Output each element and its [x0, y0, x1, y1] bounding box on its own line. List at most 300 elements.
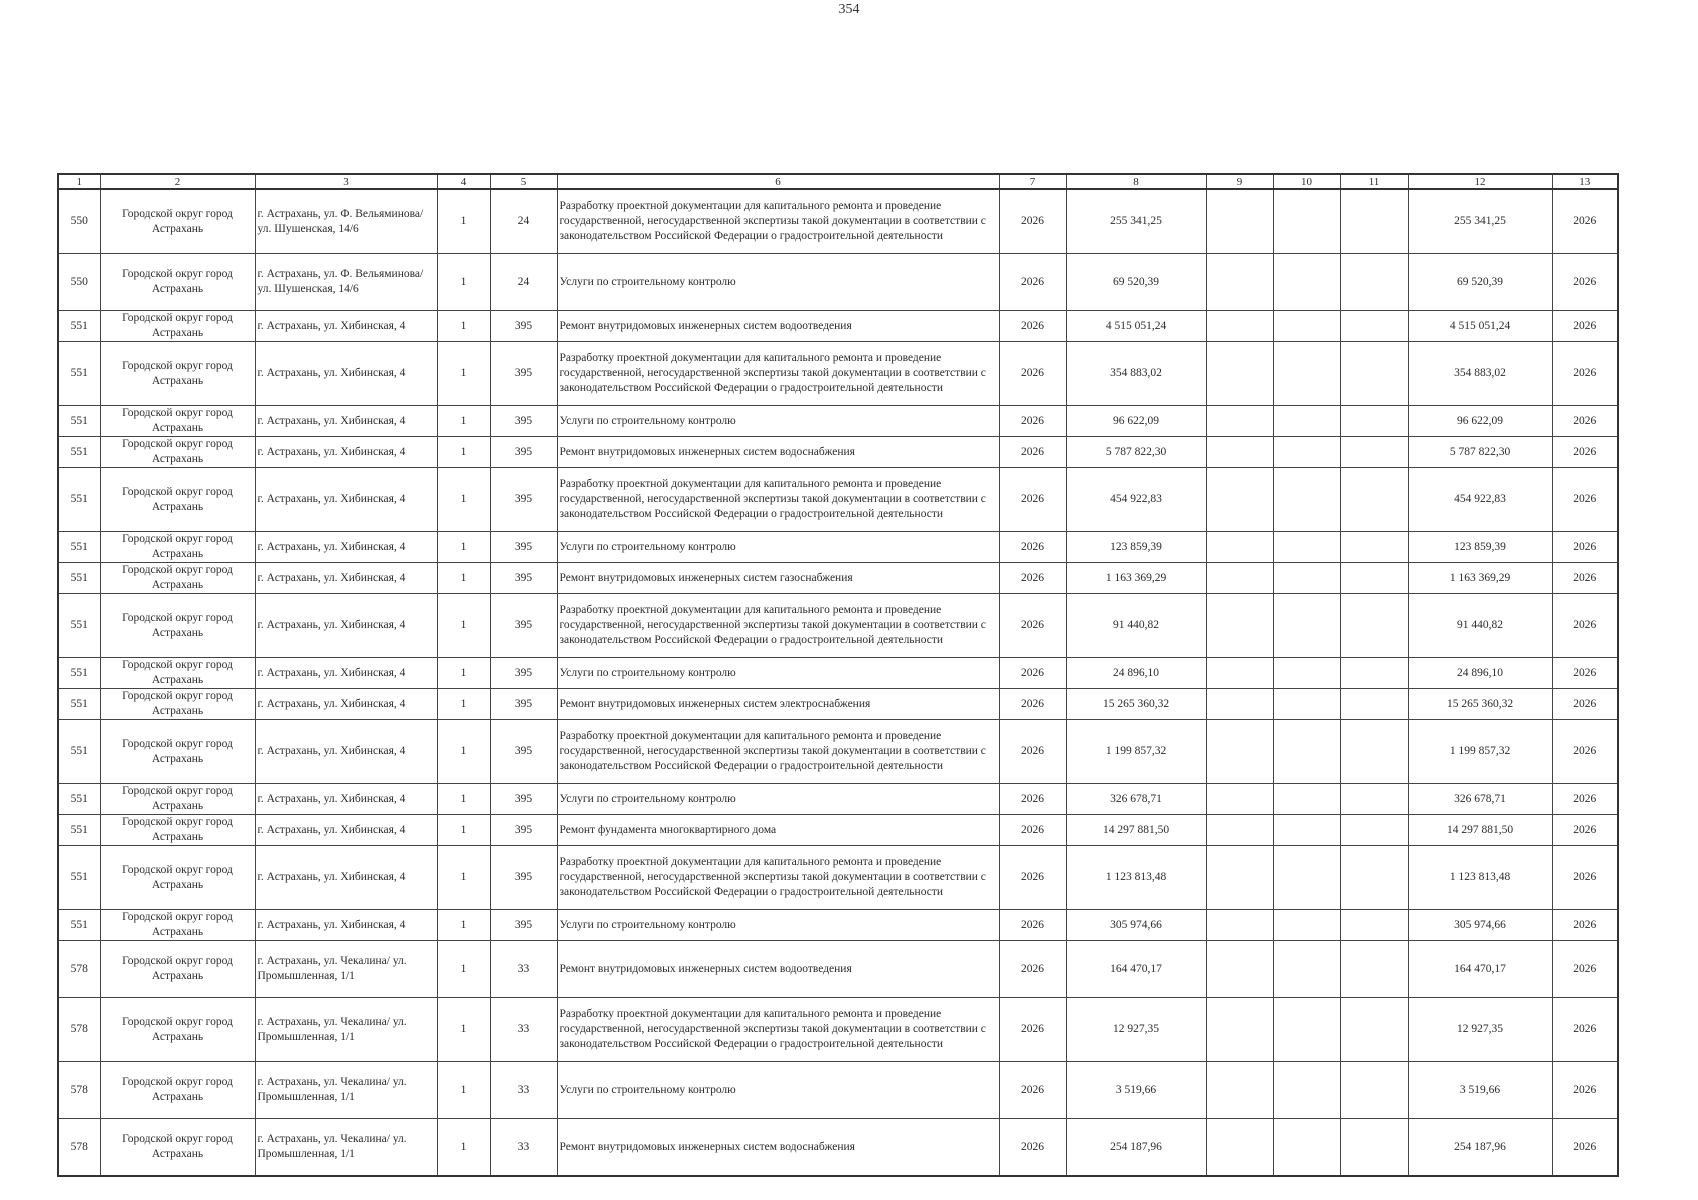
table-row: [58, 941, 1618, 998]
col-13-year: 2026: [1552, 1062, 1618, 1119]
total-cost: 254 187,96: [1066, 1119, 1206, 1177]
col-5: 395: [490, 437, 557, 468]
col-9: [1206, 189, 1273, 254]
address: г. Астрахань, ул. Хибинская, 4: [255, 658, 437, 689]
year: 2026: [999, 406, 1066, 437]
work-type: Ремонт внутридомовых инженерных систем водоснабжения: [557, 437, 999, 468]
col-12-cost: 5 787 822,30: [1408, 437, 1552, 468]
year: 2026: [999, 468, 1066, 532]
address: г. Астрахань, ул. Хибинская, 4: [255, 815, 437, 846]
work-type: Ремонт внутридомовых инженерных систем водоотведения: [557, 311, 999, 342]
col-5: 395: [490, 846, 557, 910]
col-12-cost: 24 896,10: [1408, 658, 1552, 689]
col-10: [1273, 998, 1340, 1062]
column-header: 2: [100, 174, 255, 189]
col-11: [1340, 254, 1408, 311]
year: 2026: [999, 311, 1066, 342]
col-11: [1340, 468, 1408, 532]
year: 2026: [999, 784, 1066, 815]
address: г. Астрахань, ул. Хибинская, 4: [255, 720, 437, 784]
column-header: 9: [1206, 174, 1273, 189]
address: г. Астрахань, ул. Хибинская, 4: [255, 532, 437, 563]
row-number: 551: [58, 784, 100, 815]
total-cost: 454 922,83: [1066, 468, 1206, 532]
total-cost: 24 896,10: [1066, 658, 1206, 689]
address: г. Астрахань, ул. Хибинская, 4: [255, 342, 437, 406]
table-row: [58, 406, 1618, 437]
work-type: Услуги по строительному контролю: [557, 784, 999, 815]
col-5: 395: [490, 720, 557, 784]
col-13-year: 2026: [1552, 254, 1618, 311]
col-12-cost: 305 974,66: [1408, 910, 1552, 941]
col-9: [1206, 468, 1273, 532]
municipality: Городской округ город Астрахань: [100, 437, 255, 468]
col-4: 1: [437, 1119, 490, 1177]
row-number: 578: [58, 941, 100, 998]
total-cost: 123 859,39: [1066, 532, 1206, 563]
col-9: [1206, 658, 1273, 689]
column-header: 11: [1340, 174, 1408, 189]
col-13-year: 2026: [1552, 910, 1618, 941]
total-cost: 255 341,25: [1066, 189, 1206, 254]
col-13-year: 2026: [1552, 311, 1618, 342]
col-11: [1340, 941, 1408, 998]
col-13-year: 2026: [1552, 941, 1618, 998]
col-13-year: 2026: [1552, 784, 1618, 815]
table-row: [58, 594, 1618, 658]
col-10: [1273, 532, 1340, 563]
address: г. Астрахань, ул. Хибинская, 4: [255, 563, 437, 594]
total-cost: 12 927,35: [1066, 998, 1206, 1062]
total-cost: 91 440,82: [1066, 594, 1206, 658]
col-12-cost: 3 519,66: [1408, 1062, 1552, 1119]
col-10: [1273, 1062, 1340, 1119]
col-10: [1273, 689, 1340, 720]
col-10: [1273, 784, 1340, 815]
col-11: [1340, 437, 1408, 468]
table-row: [58, 1119, 1618, 1177]
col-12-cost: 4 515 051,24: [1408, 311, 1552, 342]
table-row: [58, 437, 1618, 468]
year: 2026: [999, 998, 1066, 1062]
total-cost: 164 470,17: [1066, 941, 1206, 998]
col-4: 1: [437, 998, 490, 1062]
capital-repair-table: [57, 173, 1619, 1177]
row-number: 551: [58, 815, 100, 846]
row-number: 578: [58, 998, 100, 1062]
total-cost: 96 622,09: [1066, 406, 1206, 437]
col-9: [1206, 910, 1273, 941]
table-row: [58, 468, 1618, 532]
col-5: 33: [490, 941, 557, 998]
col-9: [1206, 846, 1273, 910]
table-row: [58, 720, 1618, 784]
col-12-cost: 14 297 881,50: [1408, 815, 1552, 846]
col-11: [1340, 563, 1408, 594]
column-header: 8: [1066, 174, 1206, 189]
col-13-year: 2026: [1552, 846, 1618, 910]
year: 2026: [999, 437, 1066, 468]
year: 2026: [999, 342, 1066, 406]
year: 2026: [999, 254, 1066, 311]
col-12-cost: 326 678,71: [1408, 784, 1552, 815]
total-cost: 14 297 881,50: [1066, 815, 1206, 846]
column-header: 10: [1273, 174, 1340, 189]
table-row: [58, 784, 1618, 815]
col-10: [1273, 563, 1340, 594]
col-13-year: 2026: [1552, 815, 1618, 846]
municipality: Городской округ город Астрахань: [100, 1119, 255, 1177]
col-10: [1273, 406, 1340, 437]
col-9: [1206, 998, 1273, 1062]
table-row: [58, 910, 1618, 941]
col-5: 395: [490, 910, 557, 941]
col-9: [1206, 311, 1273, 342]
municipality: Городской округ город Астрахань: [100, 189, 255, 254]
address: г. Астрахань, ул. Хибинская, 4: [255, 784, 437, 815]
address: г. Астрахань, ул. Хибинская, 4: [255, 468, 437, 532]
col-4: 1: [437, 941, 490, 998]
year: 2026: [999, 1062, 1066, 1119]
col-4: 1: [437, 720, 490, 784]
col-4: 1: [437, 342, 490, 406]
col-11: [1340, 342, 1408, 406]
col-5: 395: [490, 784, 557, 815]
col-12-cost: 354 883,02: [1408, 342, 1552, 406]
col-9: [1206, 406, 1273, 437]
total-cost: 326 678,71: [1066, 784, 1206, 815]
col-11: [1340, 998, 1408, 1062]
col-5: 395: [490, 532, 557, 563]
col-12-cost: 69 520,39: [1408, 254, 1552, 311]
col-12-cost: 1 123 813,48: [1408, 846, 1552, 910]
column-header: 5: [490, 174, 557, 189]
municipality: Городской округ город Астрахань: [100, 594, 255, 658]
address: г. Астрахань, ул. Хибинская, 4: [255, 594, 437, 658]
table-row: [58, 189, 1618, 254]
municipality: Городской округ город Астрахань: [100, 311, 255, 342]
col-9: [1206, 594, 1273, 658]
row-number: 551: [58, 311, 100, 342]
column-header: 1: [58, 174, 100, 189]
row-number: 551: [58, 594, 100, 658]
address: г. Астрахань, ул. Чекалина/ ул. Промышленная, 1/1: [255, 998, 437, 1062]
col-11: [1340, 720, 1408, 784]
row-number: 551: [58, 910, 100, 941]
col-13-year: 2026: [1552, 594, 1618, 658]
year: 2026: [999, 846, 1066, 910]
col-4: 1: [437, 658, 490, 689]
col-12-cost: 1 163 369,29: [1408, 563, 1552, 594]
col-5: 395: [490, 594, 557, 658]
year: 2026: [999, 910, 1066, 941]
year: 2026: [999, 563, 1066, 594]
col-5: 24: [490, 189, 557, 254]
municipality: Городской округ город Астрахань: [100, 406, 255, 437]
municipality: Городской округ город Астрахань: [100, 254, 255, 311]
col-12-cost: 254 187,96: [1408, 1119, 1552, 1177]
column-header: 7: [999, 174, 1066, 189]
col-5: 395: [490, 689, 557, 720]
col-12-cost: 123 859,39: [1408, 532, 1552, 563]
table-row: [58, 342, 1618, 406]
work-type: Разработку проектной документации для капитального ремонта и проведение государственной, негосударственной экспертизы такой документации в соответствии с законодательством Российской Федерации о градостроительной деятельности: [557, 720, 999, 784]
work-type: Разработку проектной документации для капитального ремонта и проведение государственной, негосударственной экспертизы такой документации в соответствии с законодательством Российской Федерации о градостроительной деятельности: [557, 998, 999, 1062]
table-row: [58, 658, 1618, 689]
total-cost: 4 515 051,24: [1066, 311, 1206, 342]
table-row: [58, 846, 1618, 910]
column-number-row: [58, 174, 1618, 189]
col-13-year: 2026: [1552, 658, 1618, 689]
col-9: [1206, 254, 1273, 311]
address: г. Астрахань, ул. Хибинская, 4: [255, 689, 437, 720]
col-9: [1206, 784, 1273, 815]
col-12-cost: 454 922,83: [1408, 468, 1552, 532]
col-11: [1340, 189, 1408, 254]
col-5: 395: [490, 658, 557, 689]
col-4: 1: [437, 815, 490, 846]
col-11: [1340, 311, 1408, 342]
municipality: Городской округ город Астрахань: [100, 998, 255, 1062]
municipality: Городской округ город Астрахань: [100, 784, 255, 815]
table-body: [58, 189, 1618, 1176]
municipality: Городской округ город Астрахань: [100, 563, 255, 594]
table-row: [58, 254, 1618, 311]
col-9: [1206, 532, 1273, 563]
work-type: Услуги по строительному контролю: [557, 658, 999, 689]
address: г. Астрахань, ул. Чекалина/ ул. Промышленная, 1/1: [255, 1119, 437, 1177]
municipality: Городской округ город Астрахань: [100, 468, 255, 532]
col-10: [1273, 720, 1340, 784]
work-type: Ремонт внутридомовых инженерных систем газоснабжения: [557, 563, 999, 594]
col-11: [1340, 910, 1408, 941]
col-9: [1206, 563, 1273, 594]
municipality: Городской округ город Астрахань: [100, 720, 255, 784]
work-type: Услуги по строительному контролю: [557, 910, 999, 941]
work-type: Ремонт фундамента многоквартирного дома: [557, 815, 999, 846]
col-13-year: 2026: [1552, 532, 1618, 563]
table-row: [58, 1062, 1618, 1119]
address: г. Астрахань, ул. Чекалина/ ул. Промышленная, 1/1: [255, 941, 437, 998]
col-11: [1340, 594, 1408, 658]
col-9: [1206, 342, 1273, 406]
col-5: 395: [490, 563, 557, 594]
row-number: 578: [58, 1062, 100, 1119]
col-5: 33: [490, 1062, 557, 1119]
col-4: 1: [437, 437, 490, 468]
col-10: [1273, 594, 1340, 658]
row-number: 551: [58, 689, 100, 720]
total-cost: 69 520,39: [1066, 254, 1206, 311]
municipality: Городской округ город Астрахань: [100, 689, 255, 720]
year: 2026: [999, 720, 1066, 784]
column-header: 13: [1552, 174, 1618, 189]
municipality: Городской округ город Астрахань: [100, 1062, 255, 1119]
column-header: 6: [557, 174, 999, 189]
address: г. Астрахань, ул. Хибинская, 4: [255, 910, 437, 941]
col-12-cost: 15 265 360,32: [1408, 689, 1552, 720]
col-10: [1273, 311, 1340, 342]
col-10: [1273, 189, 1340, 254]
col-10: [1273, 342, 1340, 406]
col-11: [1340, 406, 1408, 437]
col-10: [1273, 941, 1340, 998]
address: г. Астрахань, ул. Хибинская, 4: [255, 437, 437, 468]
col-12-cost: 96 622,09: [1408, 406, 1552, 437]
col-13-year: 2026: [1552, 998, 1618, 1062]
col-9: [1206, 941, 1273, 998]
col-4: 1: [437, 689, 490, 720]
col-13-year: 2026: [1552, 563, 1618, 594]
table-row: [58, 998, 1618, 1062]
municipality: Городской округ город Астрахань: [100, 941, 255, 998]
col-5: 33: [490, 998, 557, 1062]
address: г. Астрахань, ул. Чекалина/ ул. Промышленная, 1/1: [255, 1062, 437, 1119]
municipality: Городской округ город Астрахань: [100, 532, 255, 563]
col-5: 395: [490, 468, 557, 532]
col-9: [1206, 437, 1273, 468]
address: г. Астрахань, ул. Ф. Вельяминова/ ул. Шушенская, 14/6: [255, 254, 437, 311]
municipality: Городской округ город Астрахань: [100, 910, 255, 941]
col-5: 395: [490, 815, 557, 846]
total-cost: 15 265 360,32: [1066, 689, 1206, 720]
column-header: 3: [255, 174, 437, 189]
total-cost: 1 199 857,32: [1066, 720, 1206, 784]
row-number: 551: [58, 406, 100, 437]
municipality: Городской округ город Астрахань: [100, 342, 255, 406]
col-12-cost: 1 199 857,32: [1408, 720, 1552, 784]
row-number: 550: [58, 189, 100, 254]
table-row: [58, 563, 1618, 594]
col-4: 1: [437, 563, 490, 594]
col-12-cost: 255 341,25: [1408, 189, 1552, 254]
year: 2026: [999, 1119, 1066, 1177]
col-13-year: 2026: [1552, 720, 1618, 784]
row-number: 550: [58, 254, 100, 311]
col-13-year: 2026: [1552, 406, 1618, 437]
table-row: [58, 815, 1618, 846]
row-number: 551: [58, 532, 100, 563]
col-13-year: 2026: [1552, 189, 1618, 254]
col-5: 24: [490, 254, 557, 311]
col-11: [1340, 815, 1408, 846]
col-5: 395: [490, 406, 557, 437]
total-cost: 1 163 369,29: [1066, 563, 1206, 594]
municipality: Городской округ город Астрахань: [100, 815, 255, 846]
col-4: 1: [437, 468, 490, 532]
col-11: [1340, 658, 1408, 689]
row-number: 551: [58, 437, 100, 468]
col-11: [1340, 689, 1408, 720]
col-5: 33: [490, 1119, 557, 1177]
total-cost: 1 123 813,48: [1066, 846, 1206, 910]
col-4: 1: [437, 254, 490, 311]
table-row: [58, 689, 1618, 720]
col-9: [1206, 1062, 1273, 1119]
year: 2026: [999, 658, 1066, 689]
address: г. Астрахань, ул. Хибинская, 4: [255, 406, 437, 437]
col-9: [1206, 720, 1273, 784]
row-number: 551: [58, 658, 100, 689]
col-4: 1: [437, 189, 490, 254]
row-number: 551: [58, 563, 100, 594]
work-type: Ремонт внутридомовых инженерных систем водоснабжения: [557, 1119, 999, 1177]
col-10: [1273, 658, 1340, 689]
col-4: 1: [437, 406, 490, 437]
work-type: Ремонт внутридомовых инженерных систем электроснабжения: [557, 689, 999, 720]
address: г. Астрахань, ул. Хибинская, 4: [255, 311, 437, 342]
work-type: Разработку проектной документации для капитального ремонта и проведение государственной, негосударственной экспертизы такой документации в соответствии с законодательством Российской Федерации о градостроительной деятельности: [557, 846, 999, 910]
total-cost: 5 787 822,30: [1066, 437, 1206, 468]
work-type: Разработку проектной документации для капитального ремонта и проведение государственной, негосударственной экспертизы такой документации в соответствии с законодательством Российской Федерации о градостроительной деятельности: [557, 189, 999, 254]
row-number: 551: [58, 846, 100, 910]
municipality: Городской округ город Астрахань: [100, 658, 255, 689]
work-type: Разработку проектной документации для капитального ремонта и проведение государственной, негосударственной экспертизы такой документации в соответствии с законодательством Российской Федерации о градостроительной деятельности: [557, 594, 999, 658]
col-4: 1: [437, 1062, 490, 1119]
column-header: 12: [1408, 174, 1552, 189]
col-13-year: 2026: [1552, 437, 1618, 468]
total-cost: 354 883,02: [1066, 342, 1206, 406]
col-11: [1340, 1062, 1408, 1119]
col-11: [1340, 846, 1408, 910]
col-10: [1273, 468, 1340, 532]
col-12-cost: 12 927,35: [1408, 998, 1552, 1062]
col-4: 1: [437, 594, 490, 658]
col-10: [1273, 254, 1340, 311]
row-number: 578: [58, 1119, 100, 1177]
col-9: [1206, 689, 1273, 720]
col-9: [1206, 815, 1273, 846]
col-11: [1340, 532, 1408, 563]
col-12-cost: 91 440,82: [1408, 594, 1552, 658]
total-cost: 3 519,66: [1066, 1062, 1206, 1119]
col-10: [1273, 437, 1340, 468]
total-cost: 305 974,66: [1066, 910, 1206, 941]
table-row: [58, 311, 1618, 342]
col-4: 1: [437, 532, 490, 563]
col-4: 1: [437, 784, 490, 815]
year: 2026: [999, 941, 1066, 998]
col-4: 1: [437, 910, 490, 941]
work-type: Разработку проектной документации для капитального ремонта и проведение государственной, негосударственной экспертизы такой документации в соответствии с законодательством Российской Федерации о градостроительной деятельности: [557, 342, 999, 406]
col-9: [1206, 1119, 1273, 1177]
row-number: 551: [58, 342, 100, 406]
column-header: 4: [437, 174, 490, 189]
page-number: 354: [838, 2, 860, 17]
year: 2026: [999, 189, 1066, 254]
col-13-year: 2026: [1552, 342, 1618, 406]
col-12-cost: 164 470,17: [1408, 941, 1552, 998]
col-11: [1340, 1119, 1408, 1177]
col-10: [1273, 815, 1340, 846]
col-10: [1273, 846, 1340, 910]
year: 2026: [999, 815, 1066, 846]
work-type: Разработку проектной документации для капитального ремонта и проведение государственной, негосударственной экспертизы такой документации в соответствии с законодательством Российской Федерации о градостроительной деятельности: [557, 468, 999, 532]
col-13-year: 2026: [1552, 468, 1618, 532]
col-13-year: 2026: [1552, 689, 1618, 720]
row-number: 551: [58, 720, 100, 784]
table-row: [58, 532, 1618, 563]
col-5: 395: [490, 311, 557, 342]
work-type: Услуги по строительному контролю: [557, 1062, 999, 1119]
col-10: [1273, 910, 1340, 941]
municipality: Городской округ город Астрахань: [100, 846, 255, 910]
col-4: 1: [437, 311, 490, 342]
col-13-year: 2026: [1552, 1119, 1618, 1177]
work-type: Услуги по строительному контролю: [557, 532, 999, 563]
address: г. Астрахань, ул. Ф. Вельяминова/ ул. Шушенская, 14/6: [255, 189, 437, 254]
col-5: 395: [490, 342, 557, 406]
